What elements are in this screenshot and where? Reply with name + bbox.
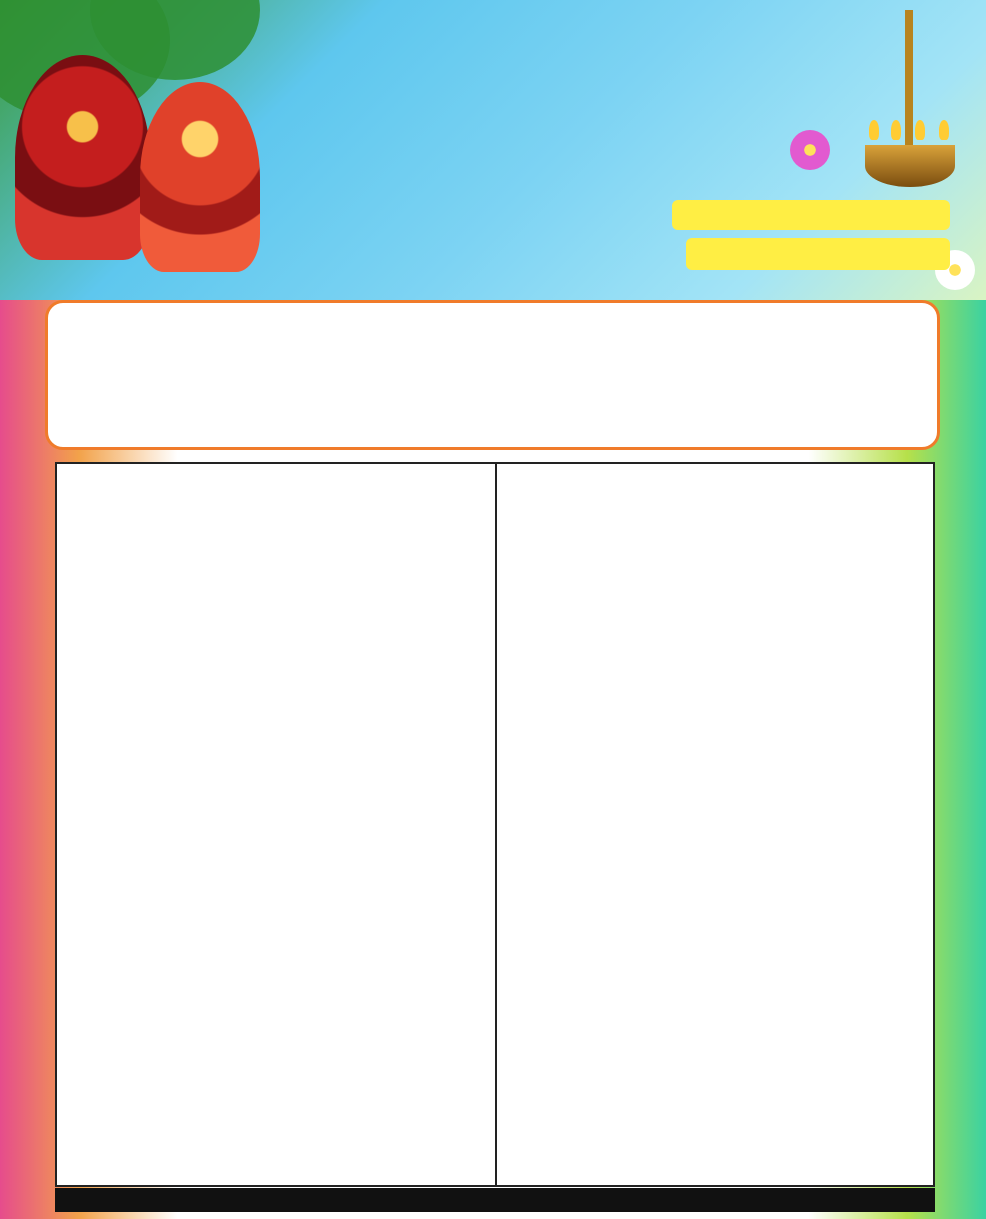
schedule-right-column: [497, 464, 933, 1185]
schedule-left-column: [57, 464, 497, 1185]
schedule-table: [55, 462, 935, 1187]
flower-icon: [790, 130, 830, 170]
hero-banner: [0, 0, 986, 300]
footer-note: [55, 1188, 935, 1212]
theyyam-figure-1: [15, 55, 150, 260]
festival-dates-malayalam: [686, 238, 950, 270]
oil-lamp-icon: [855, 90, 965, 210]
festival-dates: [672, 200, 950, 230]
theyyam-figure-2: [140, 82, 260, 272]
intro-message: [45, 300, 940, 450]
